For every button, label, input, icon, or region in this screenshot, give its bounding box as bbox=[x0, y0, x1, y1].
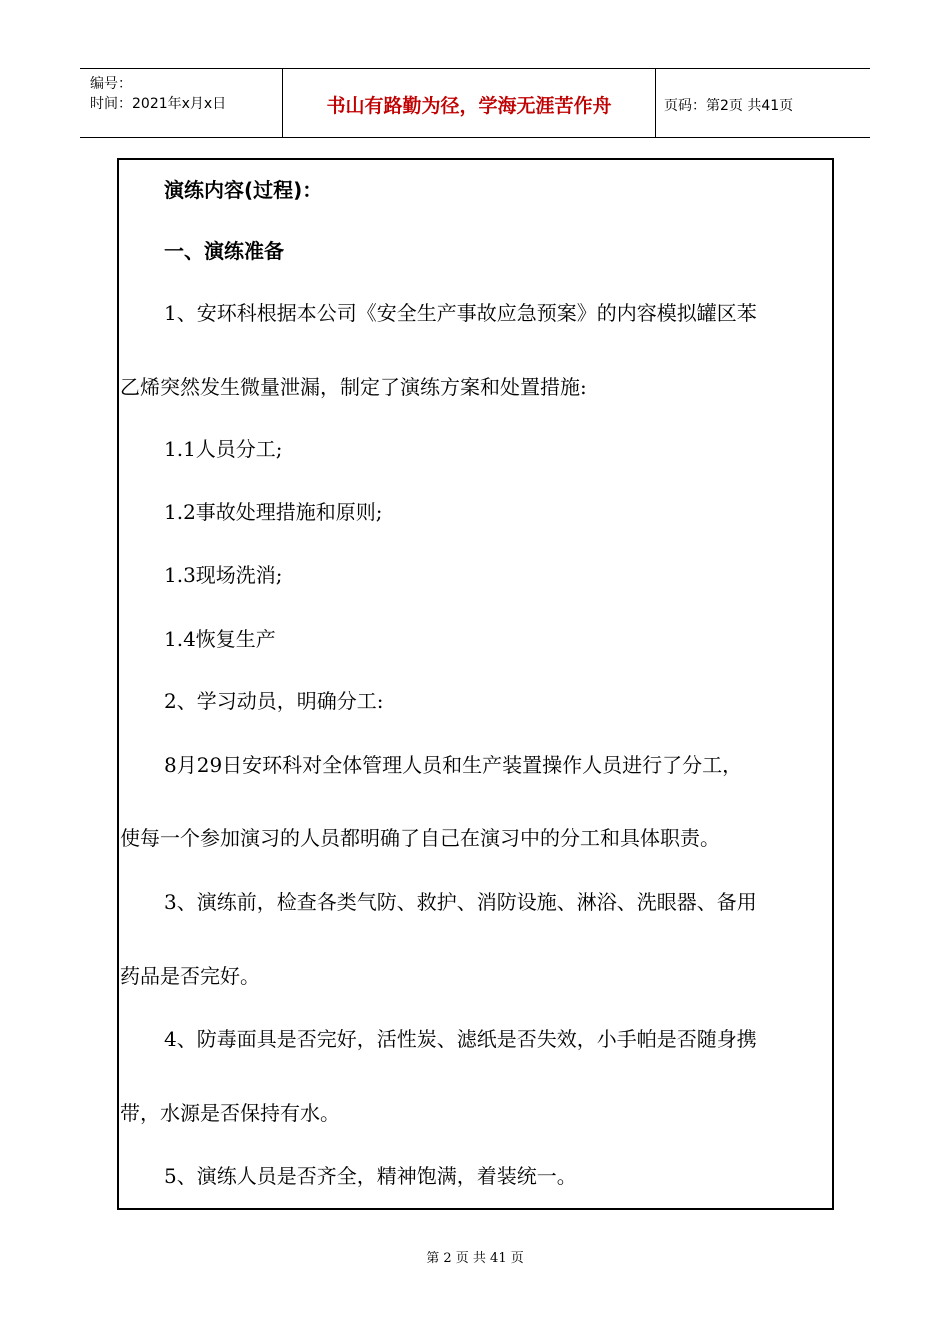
paragraph-3-line-1: 3、演练前，检查各类气防、救护、消防设施、淋浴、洗眼器、备用 bbox=[164, 890, 757, 914]
paragraph-1-line-2: 乙烯突然发生微量泄漏，制定了演练方案和处置措施: bbox=[120, 375, 587, 399]
paragraph-1-line-1: 1、安环科根据本公司《安全生产事故应急预案》的内容模拟罐区苯 bbox=[164, 301, 757, 325]
header-meta bbox=[80, 69, 282, 137]
paragraph-4-line-2: 带，水源是否保持有水。 bbox=[120, 1101, 340, 1125]
page-header bbox=[80, 68, 870, 138]
list-item-1-4: 1.4恢复生产 bbox=[164, 627, 276, 651]
date-line: 时间：2021年x月x日 bbox=[90, 96, 227, 112]
list-item-1-3: 1.3现场洗消; bbox=[164, 563, 283, 587]
header-page-cell bbox=[655, 69, 870, 137]
content-box bbox=[117, 158, 834, 1210]
page-info: 页码：第2页 共41页 bbox=[664, 98, 794, 114]
number-label: 编号： bbox=[90, 76, 132, 92]
paragraph-2b-line-1: 8月29日安环科对全体管理人员和生产装置操作人员进行了分工， bbox=[164, 753, 743, 777]
paragraph-4-line-1: 4、防毒面具是否完好，活性炭、滤纸是否失效，小手帕是否随身携 bbox=[164, 1027, 757, 1051]
paragraph-3-line-2: 药品是否完好。 bbox=[120, 964, 260, 988]
paragraph-5: 5、演练人员是否齐全，精神饱满，着装统一。 bbox=[164, 1164, 577, 1188]
header-motto-cell bbox=[282, 69, 656, 137]
list-item-1-1: 1.1人员分工; bbox=[164, 437, 283, 461]
heading-preparation: 一、演练准备 bbox=[164, 239, 284, 263]
list-item-1-2: 1.2事故处理措施和原则; bbox=[164, 500, 383, 524]
paragraph-2: 2、学习动员，明确分工: bbox=[164, 689, 384, 713]
page-footer: 第 2 页 共 41 页 bbox=[426, 1251, 524, 1266]
motto-text: 书山有路勤为径，学海无涯苦作舟 bbox=[326, 95, 612, 117]
paragraph-2b-line-2: 使每一个参加演习的人员都明确了自己在演习中的分工和具体职责。 bbox=[120, 826, 720, 850]
section-title: 演练内容(过程)： bbox=[164, 178, 323, 202]
